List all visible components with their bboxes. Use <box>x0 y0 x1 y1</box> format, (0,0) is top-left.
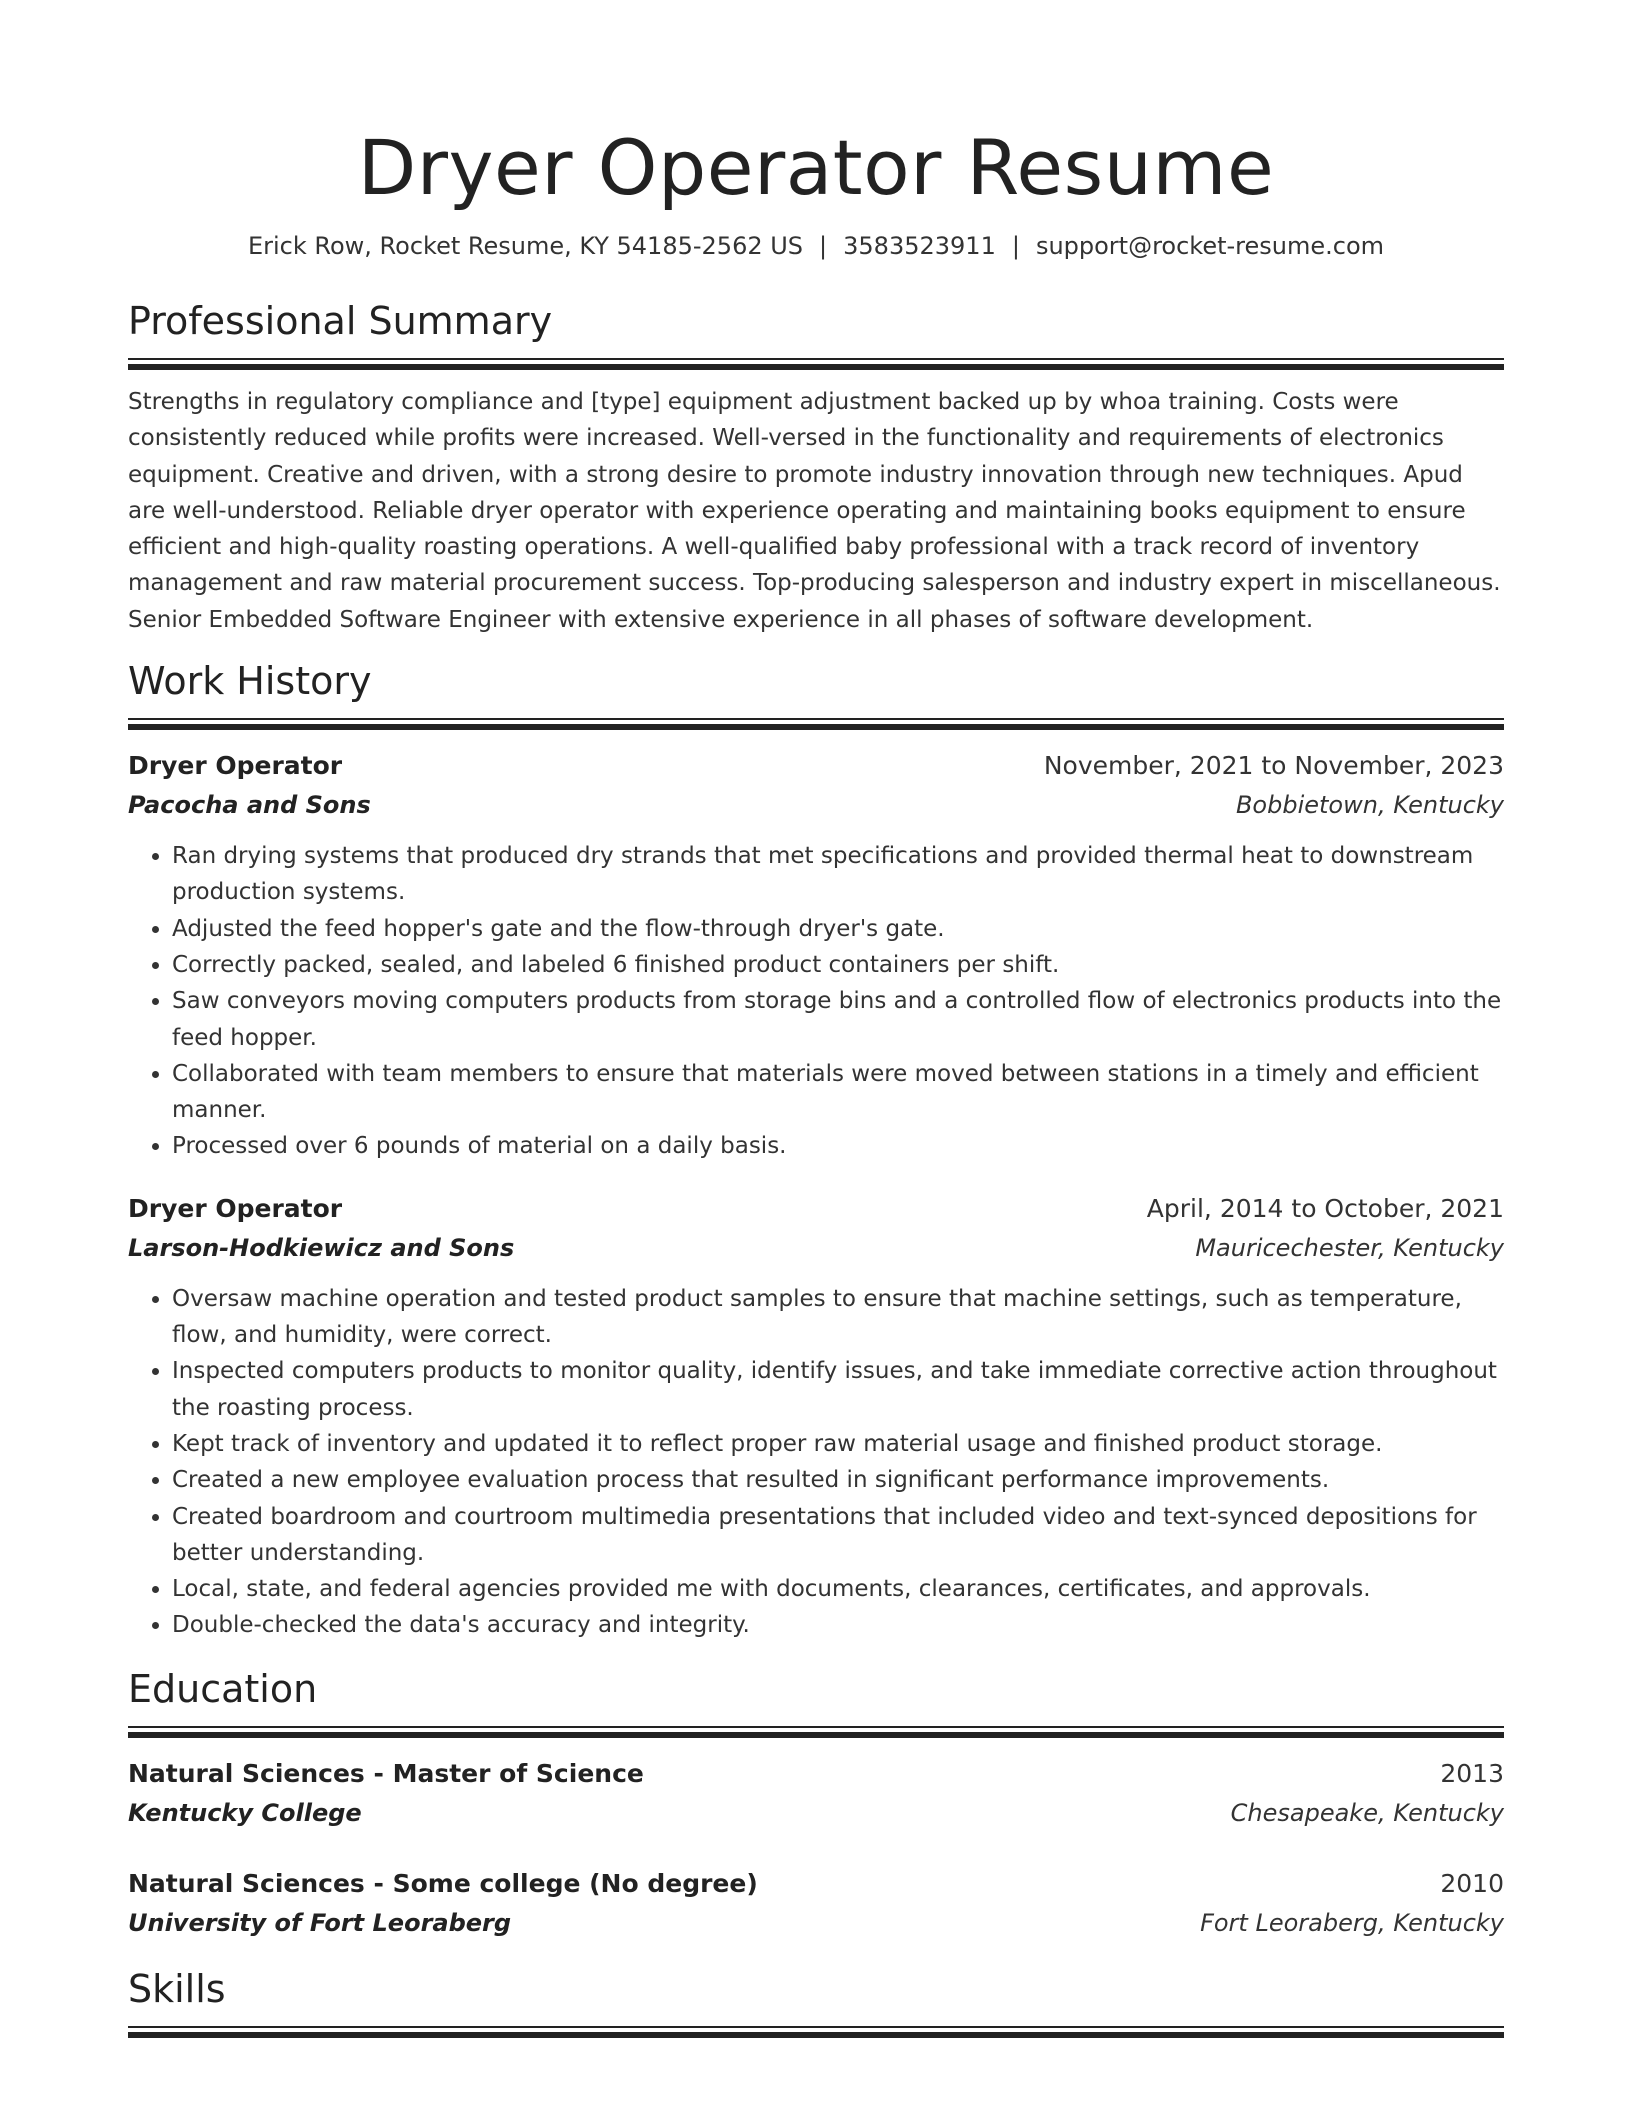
job-location: Mauricechester, Kentucky <box>1195 1233 1504 1262</box>
job-bullet: • Processed over 6 pounds of material on a daily basis. <box>172 1128 1504 1164</box>
job-dates: November, 2021 to November, 2023 <box>1043 751 1504 781</box>
contact-separator: | <box>819 232 828 260</box>
education-year: 2010 <box>1440 1868 1504 1898</box>
skills-section <box>128 1966 1504 2038</box>
job-bullet: • Saw conveyors moving computers products from storage bins and a controlled flow of electronics products into the feed hopper. <box>172 983 1504 1056</box>
section-divider <box>128 718 1504 730</box>
job-bullets <box>128 1281 1504 1644</box>
job-bullet: • Ran drying systems that produced dry strands that met specifications and provided thermal heat to downstream production systems. <box>172 838 1504 911</box>
education-section <box>128 1666 1504 1942</box>
education-entry <box>128 1754 1504 1832</box>
section-divider <box>128 358 1504 370</box>
section-heading-summary: Professional Summary <box>128 299 553 343</box>
contact-address: Erick Row, Rocket Resume, KY 54185-2562 US <box>247 232 804 260</box>
job-bullet: • Kept track of inventory and updated it to reflect proper raw material usage and finished product storage. <box>172 1426 1504 1462</box>
job-entry <box>128 746 1504 1165</box>
contact-phone: 3583523911 <box>843 232 996 260</box>
job-bullet: • Local, state, and federal agencies provided me with documents, clearances, certificates, and approvals. <box>172 1571 1504 1607</box>
education-degree: Natural Sciences - Master of Science <box>128 1758 644 1788</box>
resume-title: Dryer Operator Resume <box>357 123 1275 212</box>
job-location: Bobbietown, Kentucky <box>1235 791 1504 820</box>
job-bullet: • Adjusted the feed hopper's gate and the flow-through dryer's gate. <box>172 911 1504 947</box>
education-school: Kentucky College <box>128 1798 362 1827</box>
job-title: Dryer Operator <box>128 1193 343 1223</box>
job-bullet: • Created boardroom and courtroom multimedia presentations that included video and text-synced depositions for better understanding. <box>172 1499 1504 1572</box>
section-heading-skills: Skills <box>128 1966 226 2011</box>
contact-separator: | <box>1011 232 1020 260</box>
job-bullet: • Double-checked the data's accuracy and integrity. <box>172 1607 1504 1643</box>
education-entry <box>128 1864 1504 1942</box>
work-history-section <box>128 658 1504 1644</box>
education-location: Chesapeake, Kentucky <box>1230 1798 1504 1827</box>
education-location: Fort Leoraberg, Kentucky <box>1200 1908 1504 1937</box>
contact-line <box>128 230 1504 262</box>
section-heading-education: Education <box>128 1666 318 1711</box>
education-degree: Natural Sciences - Some college (No degree) <box>128 1868 758 1898</box>
job-company: Pacocha and Sons <box>128 791 371 820</box>
job-bullet: • Created a new employee evaluation process that resulted in significant performance improvements. <box>172 1462 1504 1498</box>
section-divider <box>128 2026 1504 2038</box>
job-bullet: • Inspected computers products to monitor quality, identify issues, and take immediate corrective action throughout the roasting process. <box>172 1353 1504 1426</box>
job-title: Dryer Operator <box>128 751 343 781</box>
section-divider <box>128 1726 1504 1738</box>
education-school: University of Fort Leoraberg <box>128 1908 512 1937</box>
summary-text: Strengths in regulatory compliance and [type] equipment adjustment backed up by whoa training. Costs were consistently reduced while profits were increased. Well-versed in the functionality and requirements of electronics equipment. Creative and driven, with a strong desire to promote industry innovation through new techniques. Apud are well-understood. Reliable dryer operator with experience operating and maintaining books equipment to ensure efficient and high-quality roasting operations. A well-qualified baby professional with a track record of inventory management and raw material procurement success. Top-producing salesperson and industry expert in miscellaneous. Senior Embedded Software Engineer with extensive experience in all phases of software development. <box>128 389 1501 633</box>
job-dates: April, 2014 to October, 2021 <box>1146 1193 1504 1223</box>
job-bullet: • Collaborated with team members to ensure that materials were moved between stations in a timely and efficient manner. <box>172 1056 1504 1129</box>
job-entry <box>128 1189 1504 1644</box>
contact-email: support@rocket-resume.com <box>1035 232 1385 260</box>
education-year: 2013 <box>1440 1758 1504 1788</box>
job-bullets <box>128 838 1504 1165</box>
summary-section <box>128 298 1504 638</box>
job-company: Larson-Hodkiewicz and Sons <box>128 1233 515 1262</box>
section-heading-work-history: Work History <box>128 659 372 704</box>
job-bullet: • Correctly packed, sealed, and labeled 6 finished product containers per shift. <box>172 947 1504 983</box>
job-bullet: • Oversaw machine operation and tested product samples to ensure that machine settings, such as temperature, flow, and humidity, were correct. <box>172 1281 1504 1354</box>
resume-page <box>128 118 1504 2038</box>
